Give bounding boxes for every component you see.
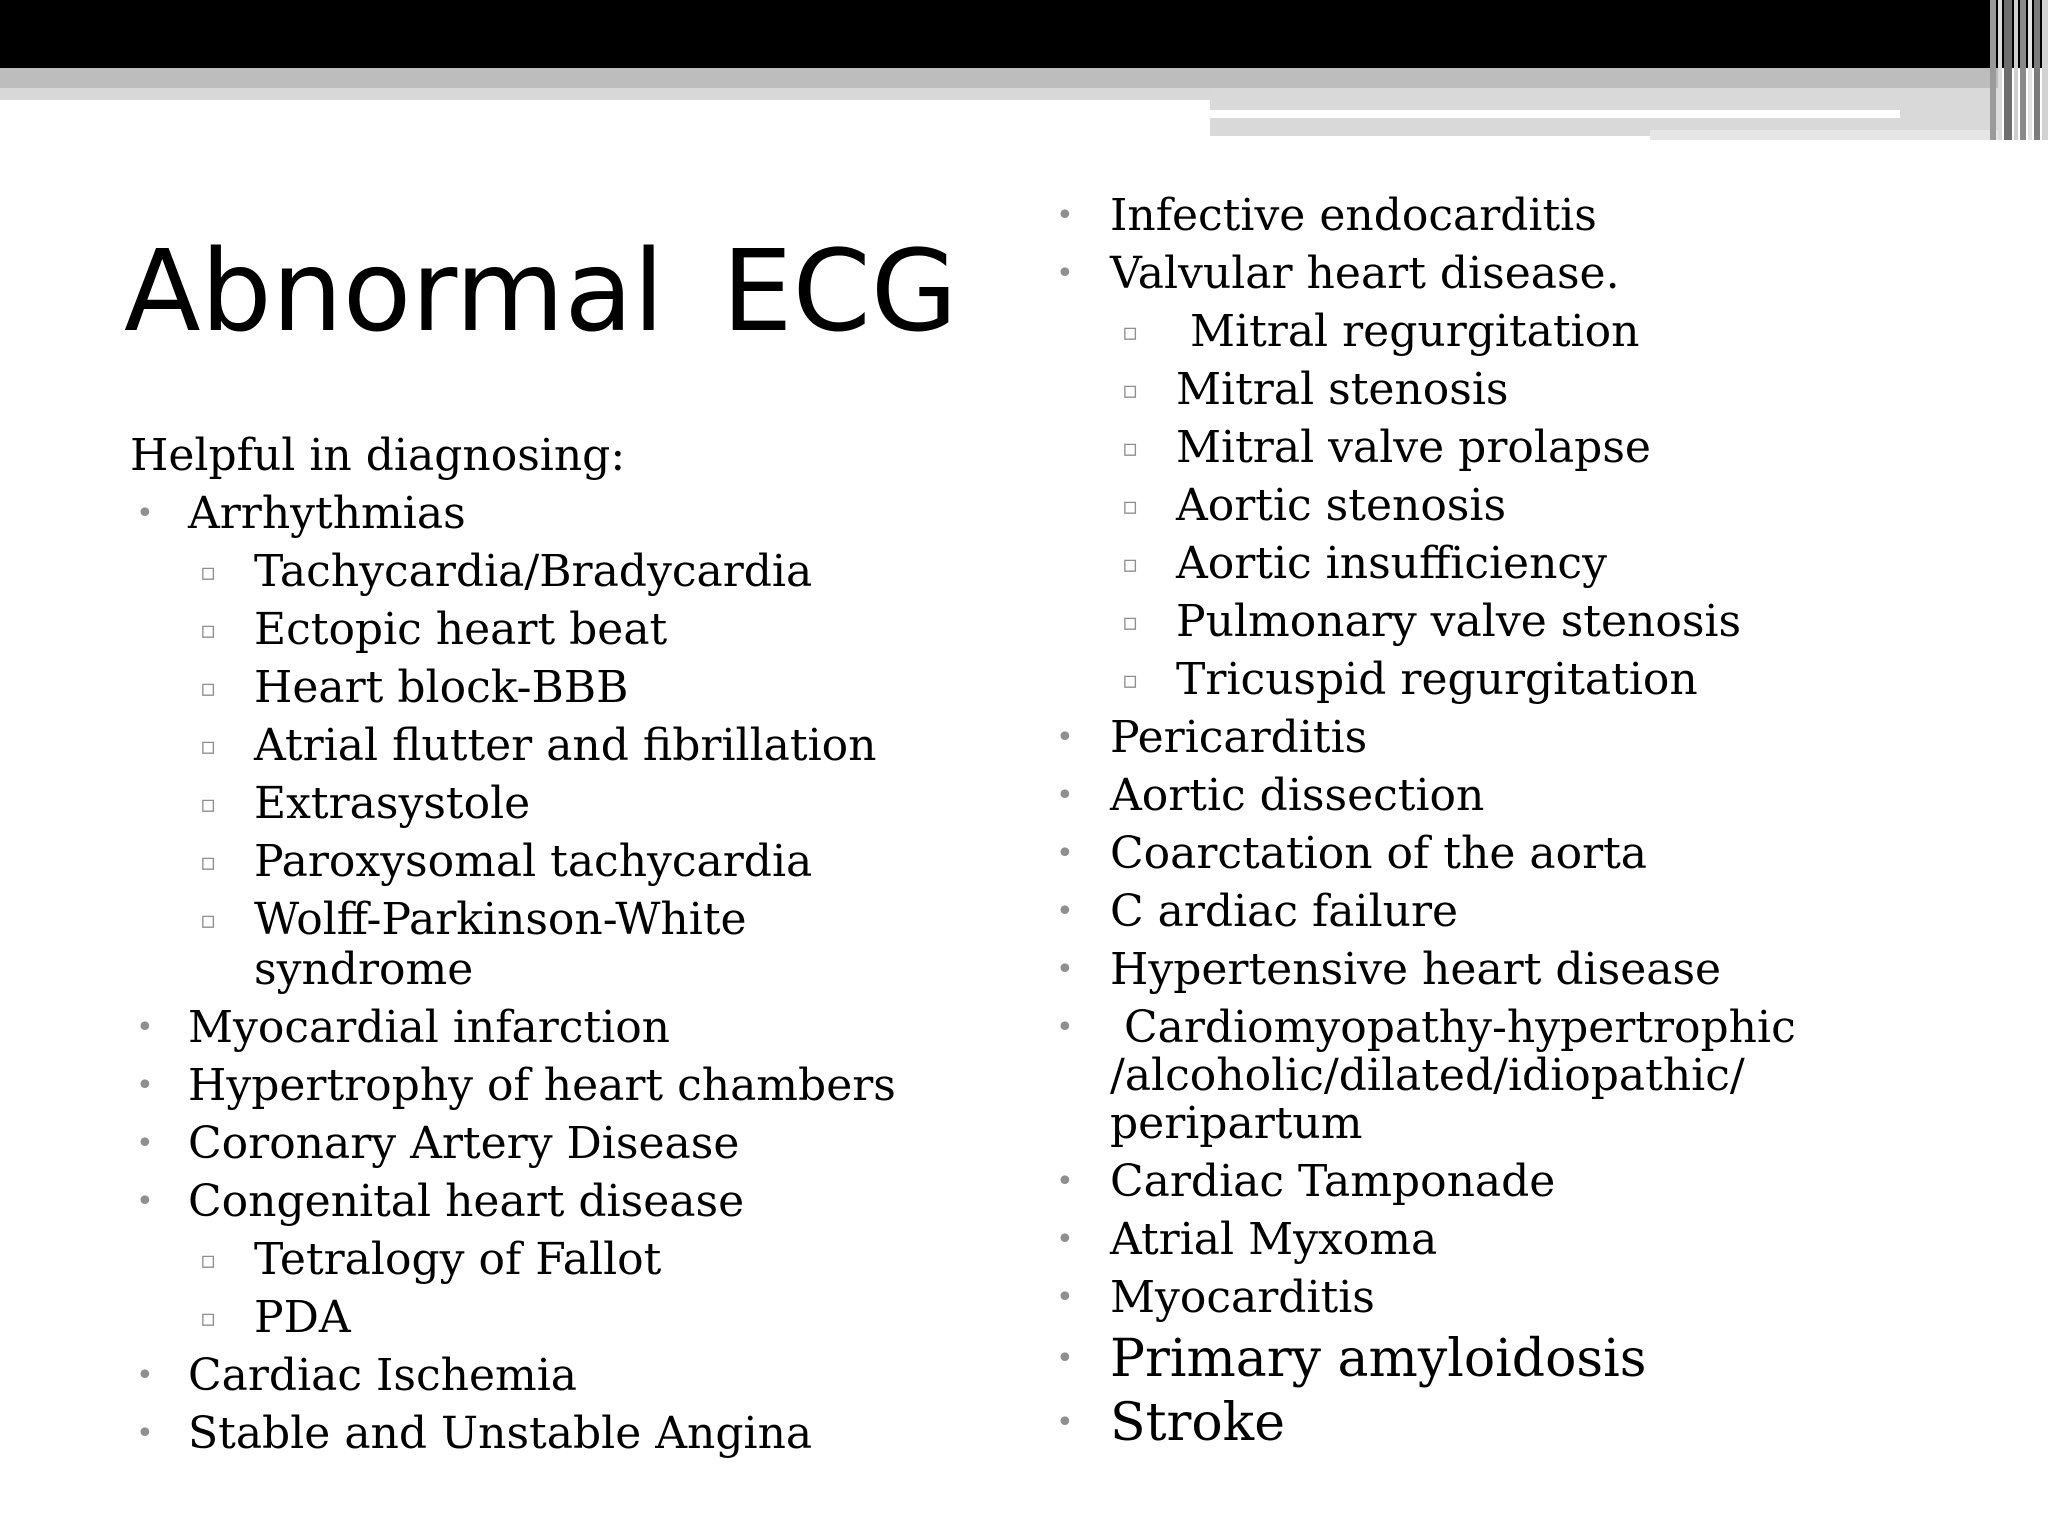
list-item (130, 1115, 960, 1173)
list-item (1050, 999, 1890, 1153)
bullet-marker: • (1056, 894, 1074, 929)
bullet-marker: • (136, 1126, 154, 1161)
list-item-label: Coronary Artery Disease (188, 1118, 740, 1169)
sub-item-label: Atrial flutter and fibrillation (254, 720, 877, 771)
bullet-marker: • (136, 1184, 154, 1219)
bullet-marker: • (1056, 1341, 1074, 1376)
sub-item-label: Tetralogy of Fallot (254, 1234, 662, 1285)
right-bullet-list (1050, 187, 1890, 1455)
left-column (130, 427, 960, 1463)
sub-item-label: Extrasystole (254, 778, 531, 829)
sub-bullet-marker: ▫ (200, 790, 217, 818)
bullet-marker: • (1056, 1222, 1074, 1257)
sub-bullet-marker: ▫ (1122, 434, 1139, 462)
sub-bullet-marker: ▫ (200, 848, 217, 876)
header-accent-bar-thin (0, 88, 1210, 100)
list-item-label: Myocarditis (1110, 1272, 1375, 1323)
bullet-marker: • (1056, 778, 1074, 813)
list-item (1050, 767, 1890, 825)
right-column (1050, 187, 1890, 1455)
sub-item-label: Mitral valve prolapse (1176, 422, 1651, 473)
list-item (1050, 883, 1890, 941)
sub-bullet-marker: ▫ (1122, 666, 1139, 694)
sub-item-label: Tachycardia/Bradycardia (254, 546, 813, 597)
sub-bullet-marker: ▫ (1122, 376, 1139, 404)
sub-item (130, 717, 960, 775)
sub-bullet-marker: ▫ (200, 558, 217, 586)
bullet-marker: • (1056, 256, 1074, 291)
sub-bullet-marker: ▫ (200, 616, 217, 644)
list-item-label: Stroke (1110, 1393, 1285, 1453)
sub-item (1050, 477, 1890, 535)
sub-bullet-marker: ▫ (200, 732, 217, 760)
list-item (130, 1347, 960, 1405)
list-item (130, 1405, 960, 1463)
sub-item (1050, 419, 1890, 477)
sub-item-label: Tricuspid regurgitation (1176, 654, 1698, 705)
sub-item (130, 659, 960, 717)
header-stripes (1990, 0, 2048, 140)
bullet-marker: • (1056, 952, 1074, 987)
list-item-label: Myocardial infarction (188, 1002, 671, 1053)
header-accent-line (1210, 110, 1900, 118)
bullet-marker: • (1056, 198, 1074, 233)
sub-bullet-marker: ▫ (1122, 318, 1139, 346)
sub-bullet-marker: ▫ (200, 1304, 217, 1332)
bullet-marker: • (136, 1358, 154, 1393)
bullet-marker: • (136, 1416, 154, 1451)
list-item-label: Valvular heart disease. (1110, 248, 1620, 299)
sub-item (1050, 651, 1890, 709)
list-item (1050, 1391, 1890, 1455)
list-item (130, 1057, 960, 1115)
header-accent-bar (0, 68, 2000, 88)
bullet-marker: • (1056, 1280, 1074, 1315)
sub-item-label: Paroxysomal tachycardia (254, 836, 813, 887)
list-item-label: Arrhythmias (188, 488, 466, 539)
bullet-marker: • (1056, 1405, 1074, 1440)
bullet-marker: • (1056, 720, 1074, 755)
list-item-label: Congenital heart disease (188, 1176, 745, 1227)
list-item-label: Cardiac Tamponade (1110, 1156, 1556, 1207)
sub-bullet-marker: ▫ (200, 1246, 217, 1274)
sub-item (1050, 303, 1890, 361)
sub-item-label: PDA (254, 1292, 351, 1343)
header-bar (0, 0, 2048, 68)
list-item-arrhythmias (130, 485, 960, 543)
sub-item (1050, 535, 1890, 593)
list-item-label: Pericarditis (1110, 712, 1368, 763)
sub-item (1050, 593, 1890, 651)
sub-item-label: Pulmonary valve stenosis (1176, 596, 1742, 647)
sub-item-label: Wolff-Parkinson-White syndrome (254, 894, 747, 995)
left-bullet-list (130, 485, 960, 1463)
list-item-label: C ardiac failure (1110, 886, 1459, 937)
bullet-marker: • (136, 1068, 154, 1103)
list-item (1050, 1327, 1890, 1391)
list-item (130, 1173, 960, 1231)
list-item (1050, 1211, 1890, 1269)
list-item (130, 999, 960, 1057)
bullet-marker: • (1056, 1010, 1074, 1045)
list-item (1050, 941, 1890, 999)
list-item-label: Hypertensive heart disease (1110, 944, 1722, 995)
sub-item (1050, 361, 1890, 419)
bullet-marker: • (1056, 836, 1074, 871)
sub-item (130, 775, 960, 833)
list-item (1050, 825, 1890, 883)
sub-bullet-marker: ▫ (200, 674, 217, 702)
list-item-label: Coarctation of the aorta (1110, 828, 1648, 879)
sub-item (130, 1231, 960, 1289)
list-item (1050, 187, 1890, 245)
sub-item-label: Aortic stenosis (1176, 480, 1507, 531)
list-item (1050, 1153, 1890, 1211)
sub-item-label: Heart block-BBB (254, 662, 629, 713)
sub-bullet-marker: ▫ (1122, 550, 1139, 578)
bullet-marker: • (136, 1010, 154, 1045)
sub-item-label: Aortic insufficiency (1176, 538, 1607, 589)
bullet-marker: • (136, 496, 154, 531)
list-item-label: Aortic dissection (1110, 770, 1485, 821)
slide-title: Abnormal ECG (124, 227, 958, 357)
intro-text: Helpful in diagnosing: (130, 430, 626, 481)
sub-item-label: Ectopic heart beat (254, 604, 668, 655)
sub-item (130, 543, 960, 601)
list-item-label: Atrial Myxoma (1110, 1214, 1438, 1265)
sub-item (130, 833, 960, 891)
header-accent-tail (1650, 130, 2000, 140)
list-item-label: Primary amyloidosis (1110, 1329, 1647, 1389)
list-item-label: Stable and Unstable Angina (188, 1408, 813, 1459)
sub-item (130, 891, 960, 999)
list-item-label: Cardiac Ischemia (188, 1350, 578, 1401)
list-item (1050, 709, 1890, 767)
list-item-label: Infective endocarditis (1110, 190, 1597, 241)
sub-item (130, 1289, 960, 1347)
sub-bullet-marker: ▫ (200, 906, 217, 934)
list-item-label: Cardiomyopathy-hypertrophic /alcoholic/dilated/idiopathic/ peripartum (1110, 1002, 1810, 1149)
list-item-label: Hypertrophy of heart chambers (188, 1060, 896, 1111)
sub-item-label: Mitral stenosis (1176, 364, 1509, 415)
sub-bullet-marker: ▫ (1122, 492, 1139, 520)
sub-item (130, 601, 960, 659)
list-item (1050, 245, 1890, 303)
list-item (1050, 1269, 1890, 1327)
sub-item-label: Mitral regurgitation (1176, 306, 1640, 357)
bullet-marker: • (1056, 1164, 1074, 1199)
sub-bullet-marker: ▫ (1122, 608, 1139, 636)
